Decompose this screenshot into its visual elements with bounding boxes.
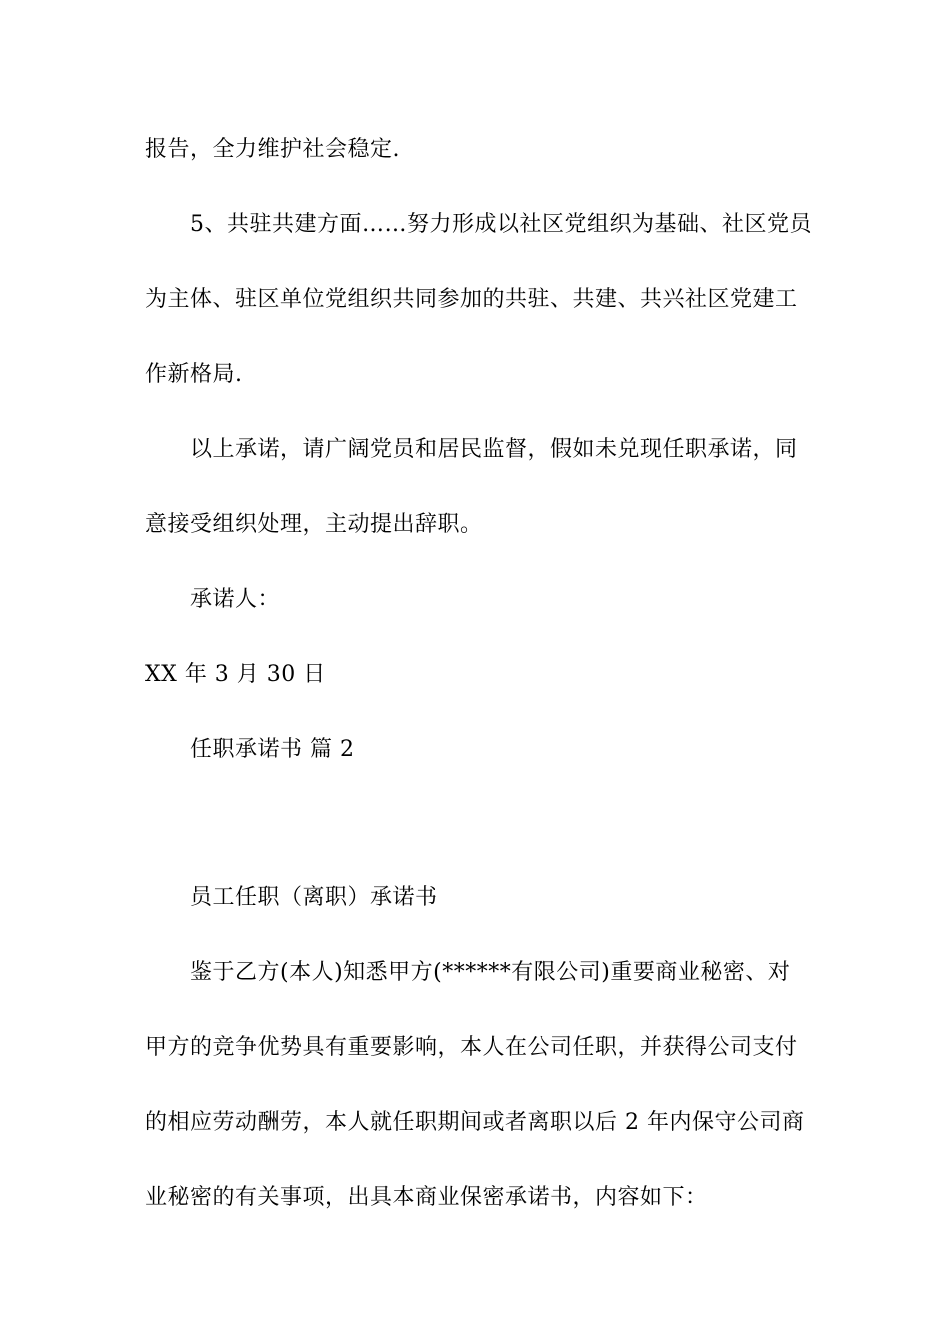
text-line-3: 为主体、驻区单位党组织共同参加的共驻、共建、共兴社区党建工 — [145, 287, 798, 312]
text-line-5: 以上承诺，请广阔党员和居民监督，假如未兑现任职承诺，同 — [190, 437, 798, 462]
text-line-6: 意接受组织处理，主动提出辞职。 — [145, 512, 483, 537]
section-heading: 任职承诺书 篇 2 — [190, 737, 355, 762]
text-line-14: 业秘密的有关事项，出具本商业保密承诺书，内容如下： — [145, 1185, 708, 1210]
text-line-4: 作新格局. — [145, 362, 243, 387]
text-line-11: 鉴于乙方(本人)知悉甲方(******有限公司)重要商业秘密、对 — [190, 960, 791, 985]
text-line-13: 的相应劳动酬劳，本人就任职期间或者离职以后 2 年内保守公司商 — [145, 1110, 805, 1135]
signer-label: 承诺人： — [190, 587, 281, 612]
text-line-2: 5、共驻共建方面……努力形成以社区党组织为基础、社区党员 — [190, 212, 812, 237]
text-line-12: 甲方的竞争优势具有重要影响，本人在公司任职，并获得公司支付 — [145, 1035, 798, 1060]
document-title: 员工任职（离职）承诺书 — [190, 885, 438, 910]
text-line-1: 报告，全力维护社会稳定. — [145, 137, 400, 162]
date-line: XX 年 3 月 30 日 — [145, 662, 326, 687]
